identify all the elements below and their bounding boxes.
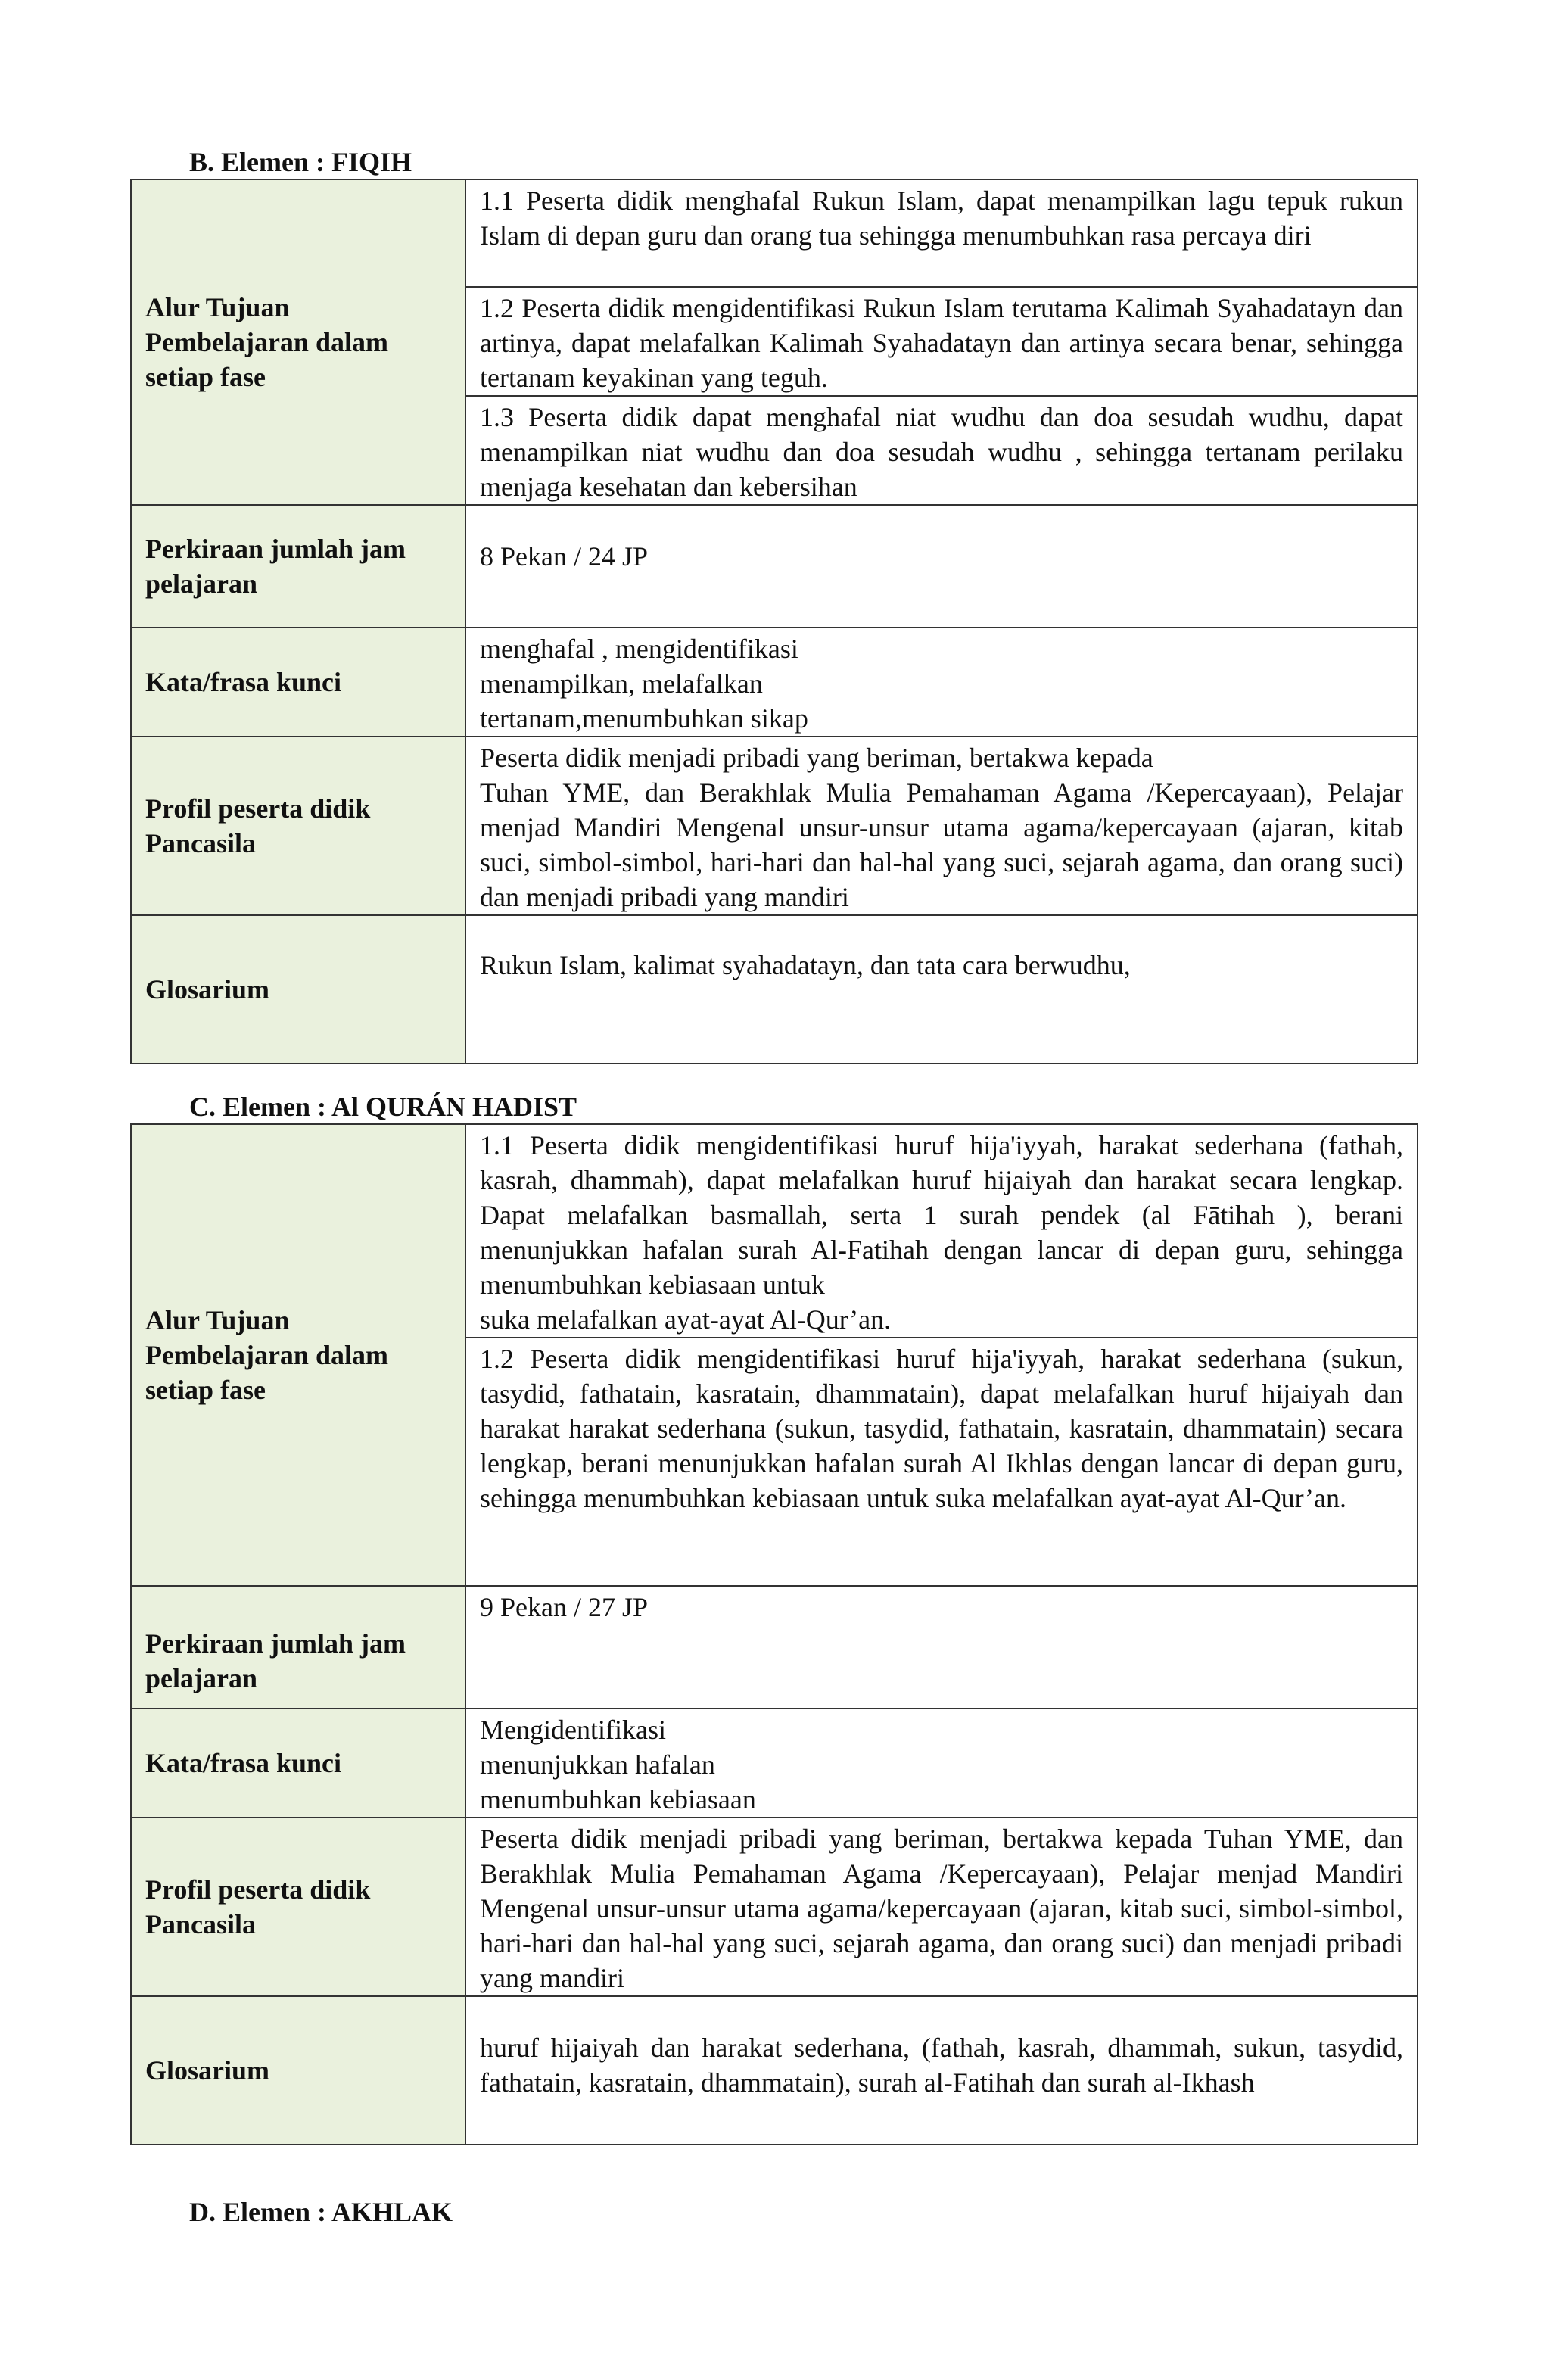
kata-kunci-line: Mengidentifikasi: [480, 1715, 666, 1745]
label-jumlah-jam: Perkiraan jumlah jam pelajaran: [131, 1586, 465, 1709]
alur-text: 1.1 Peserta didik mengidentifikasi huruf hija'iyyah, harakat sederhana (fathah, kasrah, dhammah), dapat melafalkan huruf hijaiyah dan harakat secara lengkap. Dapat melafalkan basmallah, serta 1 surah pendek (al Fātihah ), berani menunjukkan hafalan surah Al-Fatihah dengan lancar di depan guru, sehingga menumbuhkan kebiasaan untuk: [480, 1130, 1403, 1300]
section-heading-akhlak: D. Elemen : AKHLAK: [189, 2197, 453, 2227]
glosarium-value: Rukun Islam, kalimat syahadatayn, dan tata cara berwudhu,: [465, 915, 1418, 1064]
label-kata-kunci: Kata/frasa kunci: [131, 628, 465, 737]
profil-value: Peserta didik menjadi pribadi yang beriman, bertakwa kepada Tuhan YME, dan Berakhlak Mulia Pemahaman Agama /Kepercayaan), Pelajar menjad Mandiri Mengenal unsur-unsur utama agama/kepercayaan (ajaran, kitab suci, simbol-simbol, hari-hari dan hal-hal yang suci, sejarah agama, dan orang suci) dan menjadi pribadi yang mandiri: [465, 1818, 1418, 1996]
profil-text: Tuhan YME, dan Berakhlak Mulia Pemahaman Agama /Kepercayaan), Pelajar menjad Mandiri Mengenal unsur-unsur utama agama/kepercayaan (ajaran, kitab suci, simbol-simbol, hari-hari dan hal-hal yang suci, sejarah agama, dan orang suci) dan menjadi pribadi yang mandiri: [480, 777, 1403, 912]
alur-item: 1.2 Peserta didik mengidentifikasi huruf hija'iyyah, harakat sederhana (sukun, tasydid, fathatain, kasratain, dhammatain), dapat melafalkan huruf hijaiyah dan harakat harakat sederhana (sukun, tasydid, fathatain, kasratain, dhammatain) secara lengkap, berani menunjukkan hafalan surah Al Ikhlas dengan lancar di depan guru, sehingga menumbuhkan kebiasaan untuk suka melafalkan ayat-ayat Al-Qur’an.: [465, 1338, 1418, 1586]
table-row: [131, 1124, 1418, 1338]
label-alur-tujuan: Alur Tujuan Pembelajaran dalam setiap fase: [131, 1124, 465, 1586]
jumlah-jam-value: 8 Pekan / 24 JP: [465, 505, 1418, 628]
table-row: [131, 1586, 1418, 1709]
kata-kunci-value: [465, 628, 1418, 737]
label-alur-tujuan: Alur Tujuan Pembelajaran dalam setiap fase: [131, 179, 465, 505]
label-jumlah-jam: Perkiraan jumlah jam pelajaran: [131, 505, 465, 628]
quran-hadist-table: [130, 1123, 1418, 2145]
kata-kunci-value: [465, 1709, 1418, 1818]
kata-kunci-line: menghafal , mengidentifikasi: [480, 634, 798, 664]
profil-line: Peserta didik menjadi pribadi yang beriman, bertakwa kepada: [480, 743, 1153, 773]
table-row: [131, 179, 1418, 287]
alur-item: 1.2 Peserta didik mengidentifikasi Rukun Islam terutama Kalimah Syahadatayn dan artinya, dapat melafalkan Kalimah Syahadatayn dan artinya secara benar, sehingga tertanam keyakinan yang teguh.: [465, 287, 1418, 396]
label-glosarium: Glosarium: [131, 915, 465, 1064]
alur-item: 1.1 Peserta didik menghafal Rukun Islam, dapat menampilkan lagu tepuk rukun Islam di depan guru dan orang tua sehingga menumbuhkan rasa percaya diri: [465, 179, 1418, 287]
kata-kunci-line: menunjukkan hafalan: [480, 1749, 715, 1780]
kata-kunci-line: menampilkan, melafalkan: [480, 668, 763, 699]
jumlah-jam-value: 9 Pekan / 27 JP: [465, 1586, 1418, 1709]
table-row: [131, 1996, 1418, 2145]
alur-item: [465, 1124, 1418, 1338]
table-row: [131, 628, 1418, 737]
label-profil-pancasila: Profil peserta didik Pancasila: [131, 1818, 465, 1996]
glosarium-value: huruf hijaiyah dan harakat sederhana, (fathah, kasrah, dhammah, sukun, tasydid, fathatain, kasratain, dhammatain), surah al-Fatihah dan surah al-Ikhash: [465, 1996, 1418, 2145]
table-row: [131, 737, 1418, 915]
kata-kunci-line: menumbuhkan kebiasaan: [480, 1784, 756, 1815]
label-glosarium: Glosarium: [131, 1996, 465, 2145]
table-row: [131, 915, 1418, 1064]
table-row: [131, 1818, 1418, 1996]
label-kata-kunci: Kata/frasa kunci: [131, 1709, 465, 1818]
table-row: [131, 505, 1418, 628]
alur-item: 1.3 Peserta didik dapat menghafal niat wudhu dan doa sesudah wudhu, dapat menampilkan niat wudhu dan doa sesudah wudhu , sehingga tertanam perilaku menjaga kesehatan dan kebersihan: [465, 396, 1418, 505]
profil-value: [465, 737, 1418, 915]
table-row: [131, 1709, 1418, 1818]
kata-kunci-line: tertanam,menumbuhkan sikap: [480, 703, 808, 734]
section-heading-quran-hadist: C. Elemen : Al QURÁN HADIST: [189, 1092, 577, 1122]
fiqih-table: [130, 179, 1418, 1064]
alur-text: suka melafalkan ayat-ayat Al-Qur’an.: [480, 1304, 892, 1335]
label-profil-pancasila: Profil peserta didik Pancasila: [131, 737, 465, 915]
section-heading-fiqih: B. Elemen : FIQIH: [189, 147, 412, 177]
